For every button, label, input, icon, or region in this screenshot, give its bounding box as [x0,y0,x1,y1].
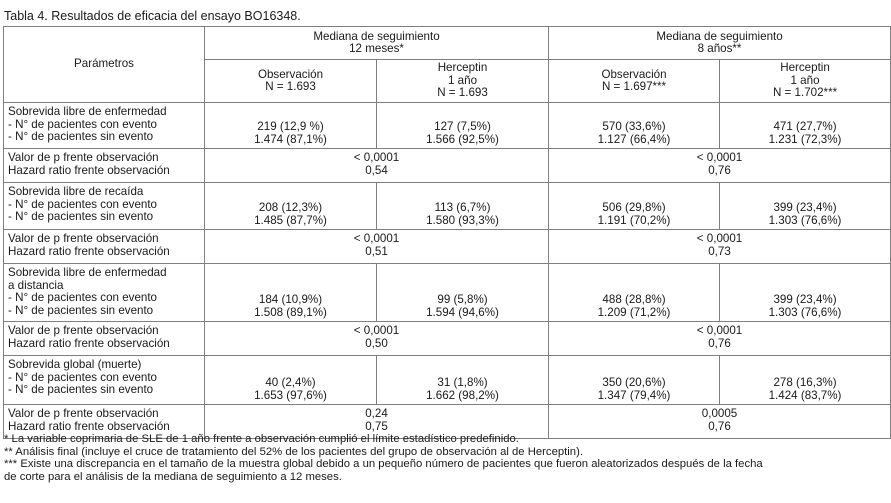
row-label [4,264,205,322]
cell-her-8 [720,264,891,322]
table-title: Tabla 4. Resultados de eficacia del ensayo BO16348. [4,9,301,23]
cell-her-12 [377,103,549,149]
row-label-line: - N° de pacientes sin evento [8,383,154,396]
cell-value: 219 (12,9 %) [257,120,324,133]
row-label-line: - N° de pacientes sin evento [8,210,154,223]
cell-value: 1.303 (76,6%) [768,305,842,319]
header-obs-12-line1: Observación [257,67,324,81]
row-label [4,356,205,405]
cell-value: 1.191 (70,2%) [597,213,671,227]
cell-value: 99 (5,8%) [437,293,488,306]
cell-obs-12 [205,103,377,149]
hazard-ratio: 0,76 [708,163,731,177]
table-row [4,103,891,149]
hazard-ratio: 0,76 [708,419,731,433]
cell-her-8 [720,103,891,149]
cell-value: 40 (2,4%) [265,376,316,389]
hazard-ratio: 0,51 [365,244,388,258]
cell-obs-8 [549,183,720,230]
cell-her-8 [720,356,891,405]
stat-label [4,322,205,356]
p-value: < 0,0001 [353,232,400,245]
header-obs-12 [205,60,377,103]
stat-8-anos [549,322,891,356]
cell-value: 1.474 (87,1%) [254,132,327,146]
cell-value: 1.209 (71,2%) [597,305,671,319]
stat-label-line: Hazard ratio frente observación [8,336,170,350]
header-her-12-line2: 1 año [448,73,478,87]
cell-value: 1.662 (98,2%) [426,388,499,402]
cell-value: 399 (23,4%) [773,293,837,306]
cell-value: 570 (33,6%) [602,120,666,133]
cell-value: 1.485 (87,7%) [254,213,327,227]
header-obs-12-line2: N = 1.693 [265,80,316,93]
footnote-3: *** Existe una discrepancia en el tamaño de la muestra global debido a un pequeño número de pacientes que fueron aleatorizados después de la fecha [4,458,763,471]
header-her-8-line2: 1 año [790,73,820,87]
p-value: < 0,0001 [696,324,743,337]
row-label-line: - N° de pacientes sin evento [8,130,154,143]
header-her-12-line1: Herceptin [437,61,488,75]
header-group-8-line2: 8 años** [697,42,742,55]
cell-value: 278 (16,3%) [773,376,837,389]
cell-value: 1.127 (66,4%) [597,132,671,146]
row-label-line: Sobrevida global (muerte) [8,358,142,371]
cell-obs-8 [549,264,720,322]
row-label-line: - N° de pacientes con evento [8,291,158,304]
hazard-ratio: 0,75 [365,419,388,433]
row-label-line: a distancia [8,278,64,292]
header-her-12 [377,60,549,103]
row-label [4,103,205,149]
header-row-groups [4,27,891,60]
cell-value: 1.594 (94,6%) [426,305,499,319]
row-label-line: - N° de pacientes con evento [8,197,158,211]
stat-label-line: Hazard ratio frente observación [8,163,170,177]
table-row [4,264,891,322]
stat-label [4,230,205,264]
header-group-8-line1: Mediana de seguimiento [656,29,783,43]
cell-obs-8 [549,356,720,405]
row-label-line: - N° de pacientes con evento [8,117,158,131]
row-label-line: Sobrevida libre de enfermedad [8,105,167,118]
stat-label-line: Valor de p frente observación [8,232,159,245]
table-row-stats [4,322,891,356]
row-label-line: Sobrevida libre de enfermedad [8,266,167,279]
p-value: 0,0005 [701,407,738,420]
footnotes [4,433,890,483]
header-obs-8-line2: N = 1.697*** [601,80,667,93]
cell-value: 127 (7,5%) [434,120,491,133]
stat-label-line: Valor de p frente observación [8,407,159,420]
hazard-ratio: 0,50 [365,336,388,350]
cell-value: 1.231 (72,3%) [768,132,842,146]
stat-label [4,149,205,183]
cell-obs-8 [549,103,720,149]
cell-value: 1.303 (76,6%) [768,213,842,227]
footnote-2: ** Análisis final (incluye el cruce de tratamiento del 52% de los pacientes del grupo de observación al de Herceptin). [4,445,583,458]
header-parametros: Parámetros [4,27,205,103]
footnote-1: * La variable coprimaria de SLE de 1 año frente a observación cumplió el límite estadístico predefinido. [4,433,519,445]
cell-value: 399 (23,4%) [773,201,837,214]
stat-12-meses [205,322,549,356]
p-value: < 0,0001 [353,324,400,337]
stat-label-line: Valor de p frente observación [8,324,159,337]
p-value: < 0,0001 [696,232,743,245]
header-group-12-line1: Mediana de seguimiento [313,29,440,43]
hazard-ratio: 0,76 [708,336,731,350]
cell-her-8 [720,183,891,230]
stat-8-anos [549,230,891,264]
efficacy-table [3,26,891,439]
cell-value: 488 (28,8%) [602,293,666,306]
header-group-8-anos [549,27,891,60]
row-label [4,183,205,230]
stat-12-meses [205,230,549,264]
table-row-stats [4,149,891,183]
stat-12-meses [205,149,549,183]
row-label-line: - N° de pacientes sin evento [8,303,154,317]
header-obs-8 [549,60,720,103]
cell-obs-12 [205,356,377,405]
header-her-8 [720,60,891,103]
cell-value: 1.653 (97,6%) [254,388,327,402]
p-value: 0,24 [365,407,388,420]
row-label-line: Sobrevida libre de recaída [8,185,144,198]
header-her-8-line3: N = 1.702*** [772,86,838,100]
cell-value: 1.424 (83,7%) [768,388,842,402]
cell-value: 1.580 (93,3%) [426,213,499,227]
p-value: < 0,0001 [696,151,743,164]
cell-obs-12 [205,264,377,322]
stat-label-line: Hazard ratio frente observación [8,419,170,433]
cell-value: 1.508 (89,1%) [254,305,327,319]
stat-label-line: Hazard ratio frente observación [8,244,170,258]
cell-value: 471 (27,7%) [773,120,837,133]
cell-value: 31 (1,8%) [437,376,488,389]
cell-value: 113 (6,7%) [434,201,491,214]
cell-value: 1.566 (92,5%) [426,132,499,146]
cell-her-12 [377,183,549,230]
header-her-8-line1: Herceptin [780,61,830,75]
cell-obs-12 [205,183,377,230]
cell-value: 1.347 (79,4%) [597,388,671,402]
cell-her-12 [377,264,549,322]
cell-value: 350 (20,6%) [602,376,666,389]
footnote-3-cont: de corte para el análisis de la mediana de seguimiento a 12 meses. [4,470,342,483]
header-group-12-line2: 12 meses* [349,42,404,55]
cell-value: 506 (29,8%) [602,201,666,214]
row-label-line: - N° de pacientes con evento [8,370,158,384]
cell-value: 184 (10,9%) [258,293,323,306]
cell-her-12 [377,356,549,405]
p-value: < 0,0001 [353,151,400,164]
header-group-12-meses [205,27,549,60]
stat-8-anos [549,149,891,183]
hazard-ratio: 0,54 [365,163,388,177]
table-row-stats [4,230,891,264]
table-row [4,356,891,405]
cell-value: 208 (12,3%) [258,201,323,214]
header-obs-8-line1: Observación [601,67,667,81]
hazard-ratio: 0,73 [708,244,731,258]
stat-label-line: Valor de p frente observación [8,151,159,164]
header-her-12-line3: N = 1.693 [437,86,488,100]
table-row [4,183,891,230]
